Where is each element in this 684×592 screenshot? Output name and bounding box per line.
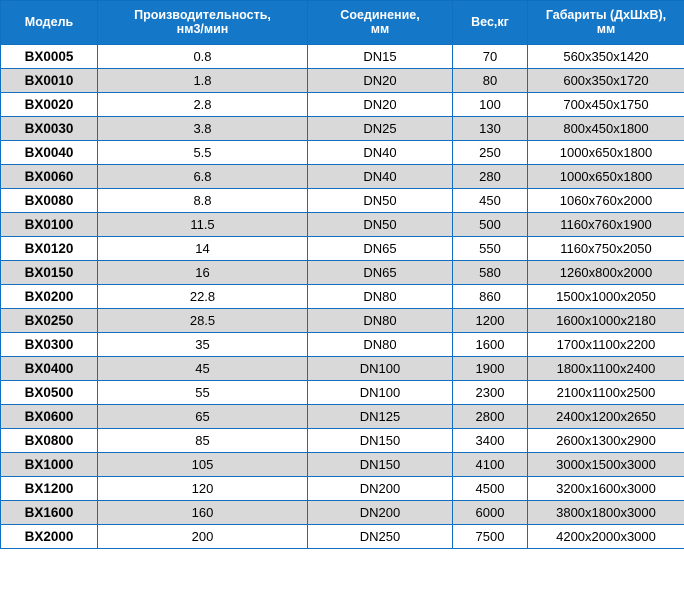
cell-model: BX1200 [1,477,98,501]
cell-weight: 130 [453,117,528,141]
cell-weight: 80 [453,69,528,93]
table-row [1,93,684,117]
column-header-dimensions-line1: Габариты (ДхШхВ), [545,7,667,22]
cell-connection: DN40 [308,141,453,165]
cell-dimensions: 4200x2000x3000 [528,525,684,549]
column-header-dimensions-line2: мм [596,22,616,36]
cell-dimensions: 1800x1100x2400 [528,357,684,381]
cell-weight: 100 [453,93,528,117]
table-row [1,405,684,429]
cell-dimensions: 3200x1600x3000 [528,477,684,501]
cell-dimensions: 3800x1800x3000 [528,501,684,525]
cell-model: BX0030 [1,117,98,141]
cell-dimensions: 2100x1100x2500 [528,381,684,405]
cell-model: BX0500 [1,381,98,405]
cell-model: BX0080 [1,189,98,213]
cell-model: BX0800 [1,429,98,453]
table-row [1,117,684,141]
table-header-row [1,1,684,45]
cell-connection: DN25 [308,117,453,141]
cell-model: BX0250 [1,309,98,333]
table-row [1,69,684,93]
cell-weight: 1900 [453,357,528,381]
table-row [1,381,684,405]
cell-model: BX0200 [1,285,98,309]
cell-performance: 22.8 [98,285,308,309]
table-row [1,213,684,237]
cell-model: BX0010 [1,69,98,93]
cell-dimensions: 2400x1200x2650 [528,405,684,429]
cell-model: BX0400 [1,357,98,381]
cell-weight: 2300 [453,381,528,405]
cell-model: BX0600 [1,405,98,429]
cell-performance: 5.5 [98,141,308,165]
cell-connection: DN20 [308,69,453,93]
column-header-weight [453,1,528,45]
cell-dimensions: 1700x1100x2200 [528,333,684,357]
column-header-performance-line1: Производительность, [134,7,271,22]
cell-weight: 450 [453,189,528,213]
cell-model: BX0120 [1,237,98,261]
cell-dimensions: 1060x760x2000 [528,189,684,213]
cell-dimensions: 1600x1000x2180 [528,309,684,333]
cell-dimensions: 1500x1000x2050 [528,285,684,309]
cell-performance: 8.8 [98,189,308,213]
cell-connection: DN15 [308,45,453,69]
table-row [1,525,684,549]
cell-model: BX2000 [1,525,98,549]
cell-connection: DN125 [308,405,453,429]
table-header [1,1,684,45]
cell-connection: DN100 [308,381,453,405]
cell-dimensions: 1160x750x2050 [528,237,684,261]
table-row [1,189,684,213]
cell-connection: DN150 [308,453,453,477]
cell-performance: 55 [98,381,308,405]
cell-performance: 2.8 [98,93,308,117]
column-header-weight-line1: Вес,кг [471,14,509,29]
cell-weight: 70 [453,45,528,69]
cell-dimensions: 3000x1500x3000 [528,453,684,477]
table-row [1,237,684,261]
cell-model: BX0100 [1,213,98,237]
cell-performance: 105 [98,453,308,477]
table-row [1,477,684,501]
table-row [1,45,684,69]
table-row [1,333,684,357]
table-row [1,261,684,285]
column-header-dimensions [528,1,684,45]
cell-weight: 3400 [453,429,528,453]
column-header-model [1,1,98,45]
cell-dimensions: 2600x1300x2900 [528,429,684,453]
cell-connection: DN150 [308,429,453,453]
cell-connection: DN80 [308,309,453,333]
cell-performance: 14 [98,237,308,261]
cell-connection: DN65 [308,237,453,261]
cell-dimensions: 560x350x1420 [528,45,684,69]
cell-connection: DN80 [308,285,453,309]
cell-weight: 2800 [453,405,528,429]
cell-connection: DN40 [308,165,453,189]
cell-connection: DN100 [308,357,453,381]
cell-weight: 1600 [453,333,528,357]
cell-connection: DN20 [308,93,453,117]
cell-dimensions: 1000x650x1800 [528,141,684,165]
cell-performance: 120 [98,477,308,501]
cell-performance: 35 [98,333,308,357]
cell-model: BX0020 [1,93,98,117]
cell-performance: 0.8 [98,45,308,69]
cell-model: BX0005 [1,45,98,69]
cell-weight: 860 [453,285,528,309]
cell-weight: 7500 [453,525,528,549]
cell-performance: 3.8 [98,117,308,141]
column-header-model-line1: Модель [24,14,74,29]
table-row [1,141,684,165]
cell-dimensions: 1000x650x1800 [528,165,684,189]
table-body [1,45,684,549]
cell-weight: 6000 [453,501,528,525]
table-row [1,357,684,381]
cell-connection: DN65 [308,261,453,285]
cell-weight: 4100 [453,453,528,477]
cell-performance: 160 [98,501,308,525]
column-header-connection-line2: мм [370,22,390,36]
cell-model: BX1600 [1,501,98,525]
table-row [1,501,684,525]
cell-performance: 65 [98,405,308,429]
table-row [1,453,684,477]
cell-connection: DN250 [308,525,453,549]
column-header-connection-line1: Соединение, [340,7,420,22]
cell-dimensions: 1260x800x2000 [528,261,684,285]
cell-weight: 500 [453,213,528,237]
cell-dimensions: 800x450x1800 [528,117,684,141]
cell-connection: DN200 [308,501,453,525]
cell-weight: 550 [453,237,528,261]
table-row [1,429,684,453]
column-header-performance [98,1,308,45]
cell-weight: 250 [453,141,528,165]
cell-connection: DN50 [308,189,453,213]
cell-performance: 85 [98,429,308,453]
cell-model: BX0060 [1,165,98,189]
cell-model: BX0150 [1,261,98,285]
table-row [1,285,684,309]
column-header-connection [308,1,453,45]
table-row [1,165,684,189]
table-row [1,309,684,333]
cell-model: BX0300 [1,333,98,357]
cell-performance: 45 [98,357,308,381]
cell-weight: 580 [453,261,528,285]
cell-performance: 1.8 [98,69,308,93]
cell-performance: 16 [98,261,308,285]
cell-model: BX0040 [1,141,98,165]
cell-performance: 11.5 [98,213,308,237]
cell-dimensions: 600x350x1720 [528,69,684,93]
cell-weight: 1200 [453,309,528,333]
cell-performance: 28.5 [98,309,308,333]
cell-dimensions: 1160x760x1900 [528,213,684,237]
cell-dimensions: 700x450x1750 [528,93,684,117]
cell-connection: DN50 [308,213,453,237]
cell-model: BX1000 [1,453,98,477]
cell-weight: 280 [453,165,528,189]
cell-connection: DN80 [308,333,453,357]
cell-performance: 200 [98,525,308,549]
cell-weight: 4500 [453,477,528,501]
cell-performance: 6.8 [98,165,308,189]
cell-connection: DN200 [308,477,453,501]
column-header-performance-line2: нм3/мин [176,22,229,36]
